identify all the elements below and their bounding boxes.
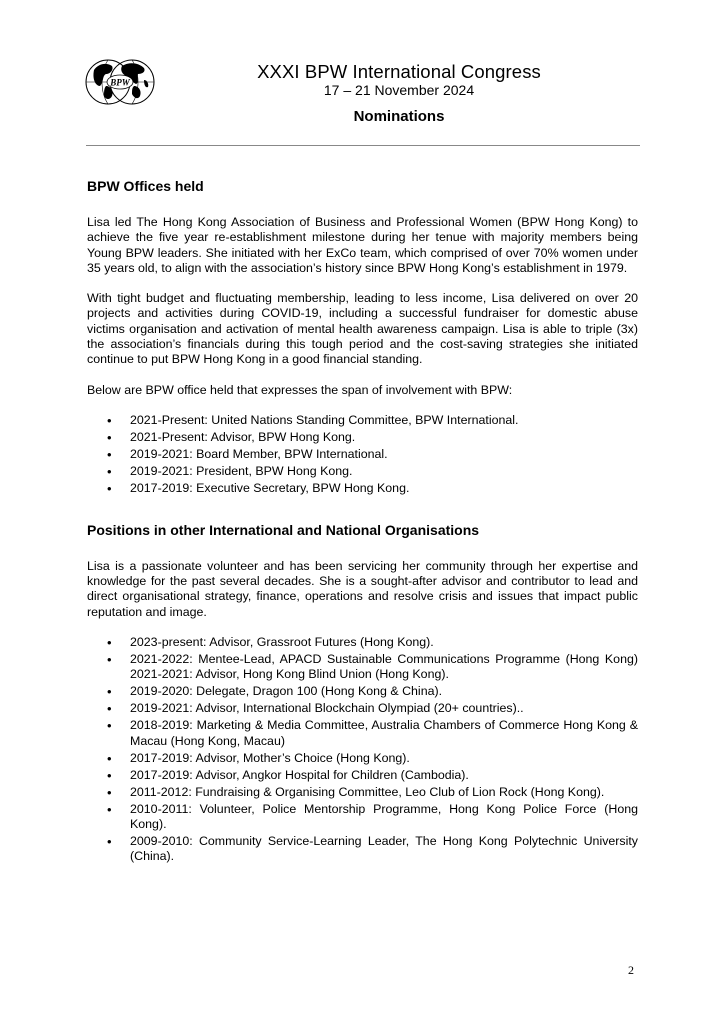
list-item: • 2019-2021: Board Member, BPW International. [87,447,638,462]
page-number: 2 [628,963,634,977]
list-item: • 2019-2021: Advisor, International Blockchain Olympiad (20+ countries).. [87,701,638,716]
list-item: • 2021-Present: Advisor, BPW Hong Kong. [87,430,638,445]
list-item: • 2021-Present: United Nations Standing Committee, BPW International. [87,413,638,428]
list-item: • 2010-2011: Volunteer, Police Mentorship Programme, Hong Kong Police Force (Hong Kong). [87,802,638,833]
page-subtitle: Nominations [353,108,445,125]
document-body [87,178,638,866]
list-item: • 2023-present: Advisor, Grassroot Futures (Hong Kong). [87,635,638,650]
list-item: • 2019-2021: President, BPW Hong Kong. [87,464,638,479]
list-item: • 2009-2010: Community Service-Learning Leader, The Hong Kong Polytechnic University (China). [87,834,638,865]
section-heading-other-positions: Positions in other International and National Organisations [87,521,480,538]
congress-dates: 17 – 21 November 2024 [323,82,475,98]
header-divider [86,145,640,146]
list-item: • 2017-2019: Executive Secretary, BPW Hong Kong. [87,481,638,496]
offices-paragraph-2: With tight budget and fluctuating membership, leading to less income, Lisa delivered on over 20 projects and activities during COVID-19, including a successful fundraiser for domestic abuse victims organisation and activation of mental health awareness campaign. Lisa is able to triple (3x) the association’s financials during this tough period and the cost-saving strategies she initiated continue to put BPW Hong Kong in a good financial standing. [87,291,638,367]
congress-title: XXXI BPW International Congress [257,61,541,82]
logo-text: BPW [110,77,130,88]
twin-globes-logo [84,52,156,112]
list-item: • 2019-2020: Delegate, Dragon 100 (Hong Kong & China). [87,684,638,699]
offices-list [87,413,638,496]
list-item: • 2021-2022: Mentee-Lead, APACD Sustainable Communications Programme (Hong Kong) 2021-2021: Advisor, Hong Kong Blind Union (Hong Kong). [87,652,638,683]
list-item: • 2017-2019: Advisor, Angkor Hospital for Children (Cambodia). [87,768,638,783]
page-header [160,61,638,126]
offices-intro: Below are BPW office held that expresses the span of involvement with BPW: [87,382,513,397]
offices-paragraph-1: Lisa led The Hong Kong Association of Business and Professional Women (BPW Hong Kong) to achieve the five year re-establishment milestone during her tenue with majority members being Young BPW leaders. She initiated with her ExCo team, which comprised of over 70% women under 35 years old, to align with the association’s history since BPW Hong Kong’s establishment in 1979. [87,215,638,275]
list-item: • 2018-2019: Marketing & Media Committee, Australia Chambers of Commerce Hong Kong & Macau (Hong Kong, Macau) [87,718,638,749]
section-heading-offices: BPW Offices held [87,178,204,194]
list-item: • 2017-2019: Advisor, Mother’s Choice (Hong Kong). [87,751,638,766]
other-positions-paragraph: Lisa is a passionate volunteer and has been servicing her community through her expertise and knowledge for the past several decades. She is a sought-after advisor and contributor to lead and direct organisational strategy, finance, operations and resolve crisis and issues that impact public reputation and image. [87,558,638,619]
other-positions-list [87,635,638,864]
list-item: • 2011-2012: Fundraising & Organising Committee, Leo Club of Lion Rock (Hong Kong). [87,785,638,800]
